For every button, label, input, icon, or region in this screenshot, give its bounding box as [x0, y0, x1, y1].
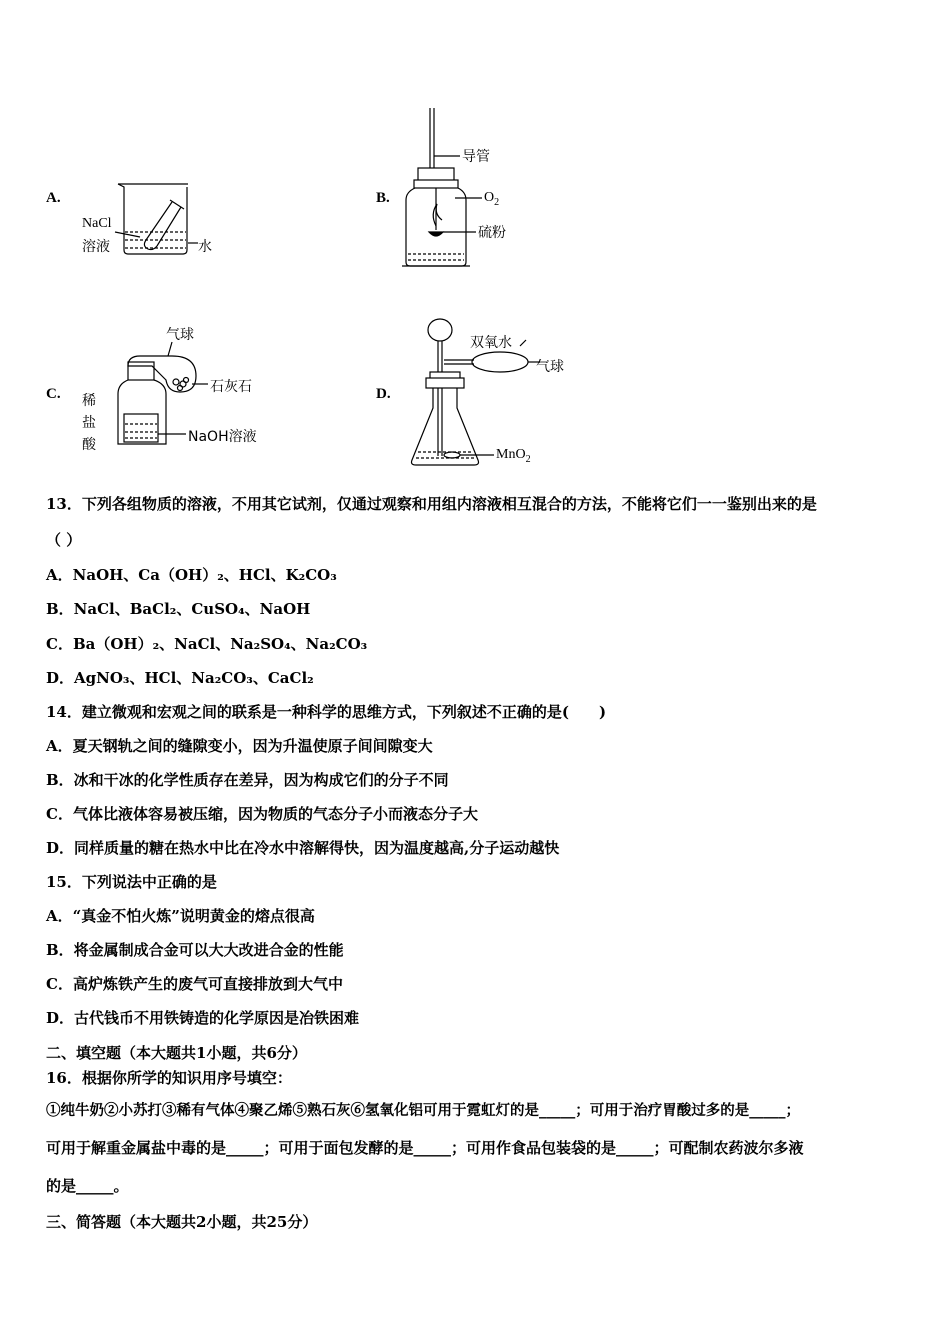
q14-option-d: D．同样质量的糖在热水中比在冷水中溶解得快，因为温度越高,分子运动越快 — [46, 839, 560, 857]
q13-stem: 13．下列各组物质的溶液，不用其它试剂，仅通过观察和用组内溶液相互混合的方法，不能将它们一一鉴别出来的是 — [46, 495, 817, 513]
figure-a-water-label: 水 — [198, 239, 212, 255]
section-fill-in-heading: 二、填空题（本大题共1小题，共6分） — [46, 1044, 307, 1062]
figure-a-nacl-label: NaCl — [82, 216, 112, 231]
section-short-answer-heading: 三、简答题（本大题共2小题，共25分） — [46, 1213, 318, 1231]
figure-d-mno2-text: MnO — [496, 447, 526, 462]
q13-option-d: D．AgNO₃、HCl、Na₂CO₃、CaCl₂ — [46, 669, 314, 687]
figure-c-acid-label-2: 盐 — [82, 415, 96, 431]
q15-option-c: C．高炉炼铁产生的废气可直接排放到大气中 — [46, 975, 343, 993]
q15-option-b: B．将金属制成合金可以大大改进合金的性能 — [46, 941, 344, 959]
figure-c-acid-label-3: 酸 — [82, 437, 96, 453]
q14-stem: 14．建立微观和宏观之间的联系是一种科学的思维方式，下列叙述不正确的是( ) — [46, 703, 607, 721]
figure-b-o2-text: O — [484, 190, 495, 205]
q14-option-a: A．夏天钢轨之间的缝隙变小，因为升温使原子间间隙变大 — [46, 737, 433, 755]
figure-a-solution-label: 溶液 — [82, 239, 110, 255]
q16-line-2: 可用于解重金属盐中毒的是_____；可用于面包发酵的是_____；可用作食品包装袋的是_____；可配制农药波尔多液 — [46, 1139, 804, 1157]
figure-b-sulfur-label: 硫粉 — [478, 225, 506, 241]
figure-d-letter: D. — [376, 386, 391, 402]
q14-option-c: C．气体比液体容易被压缩，因为物质的气态分子小而液态分子大 — [46, 805, 478, 823]
figure-c-naoh-label: NaOH溶液 — [188, 429, 257, 445]
q13-option-a: A．NaOH、Ca（OH）₂、HCl、K₂CO₃ — [46, 566, 337, 584]
figure-d-mno2-label — [496, 447, 531, 465]
q13-paren: （ ） — [46, 531, 82, 549]
q15-stem: 15．下列说法中正确的是 — [46, 873, 217, 891]
q16-line-1: ①纯牛奶②小苏打③稀有气体④聚乙烯⑤熟石灰⑥氢氧化铝可用于霓虹灯的是_____；可用于治疗胃酸过多的是_____； — [46, 1102, 800, 1119]
figure-d-mno2-sub: 2 — [525, 453, 531, 465]
figure-c-limestone-label: 石灰石 — [210, 379, 252, 395]
figure-b-letter: B. — [376, 190, 390, 206]
q15-option-a: A．“真金不怕火炼”说明黄金的熔点很高 — [46, 907, 315, 925]
figure-b-o2-sub: 2 — [494, 196, 500, 208]
q14-option-b: B．冰和干冰的化学性质存在差异，因为构成它们的分子不同 — [46, 771, 449, 789]
figure-d-h2o2-label: 双氧水 — [470, 335, 512, 351]
figure-c-acid-label-1: 稀 — [82, 393, 96, 409]
q13-option-c: C．Ba（OH）₂、NaCl、Na₂SO₄、Na₂CO₃ — [46, 635, 368, 653]
q15-option-d: D．古代钱币不用铁铸造的化学原因是冶铁困难 — [46, 1009, 360, 1027]
figure-c-letter: C. — [46, 386, 61, 402]
figure-c-balloon-label: 气球 — [166, 327, 194, 343]
q16-line-3: 的是_____。 — [46, 1177, 129, 1195]
q16-stem: 16．根据你所学的知识用序号填空： — [46, 1069, 292, 1087]
figure-a-letter: A. — [46, 190, 61, 206]
figure-d-balloon-label: 气球 — [536, 359, 564, 375]
figure-b-tube-label: 导管 — [462, 149, 490, 165]
q13-option-b: B．NaCl、BaCl₂、CuSO₄、NaOH — [46, 600, 311, 618]
